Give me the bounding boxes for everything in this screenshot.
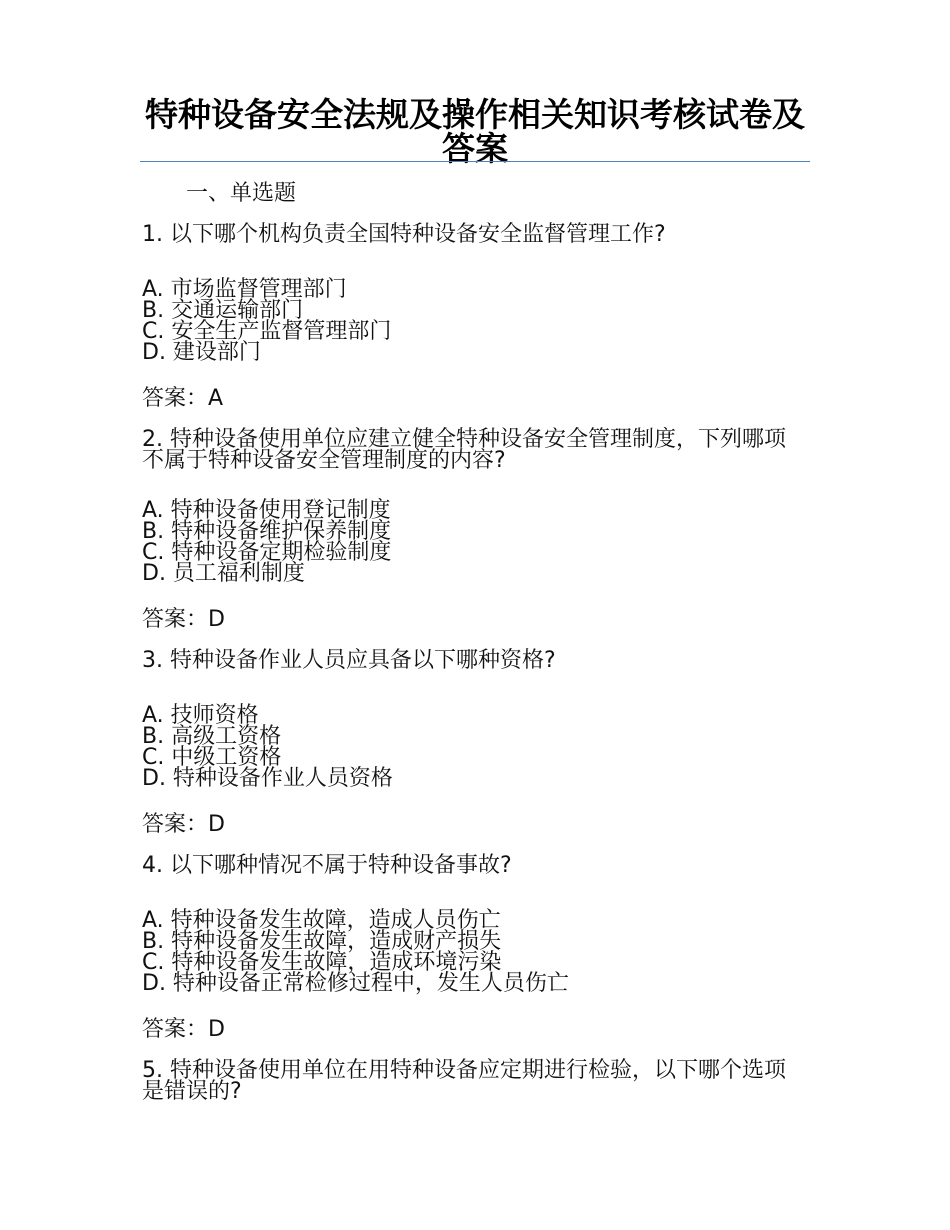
question-5	[142, 1060, 802, 1102]
option-b: B. 交通运输部门	[142, 298, 304, 323]
answer: 答案：D	[142, 607, 225, 632]
answer: 答案：D	[142, 812, 225, 837]
question-1	[142, 224, 802, 413]
option-list	[142, 705, 802, 789]
question-text: 2. 特种设备使用单位应建立健全特种设备安全管理制度，下列哪项不属于特种设备安全管理制度的内容?	[142, 427, 786, 473]
answer: 答案：D	[142, 1017, 225, 1042]
option-a: A. 技师资格	[142, 703, 259, 728]
option-b: B. 高级工资格	[142, 724, 282, 749]
option-b: B. 特种设备维护保养制度	[142, 519, 392, 544]
option-a: A. 市场监督管理部门	[142, 277, 347, 302]
question-3	[142, 650, 802, 839]
question-text: 5. 特种设备使用单位在用特种设备应定期进行检验，以下哪个选项是错误的?	[142, 1058, 786, 1104]
option-c: C. 特种设备定期检验制度	[142, 540, 392, 565]
option-d: D. 特种设备正常检修过程中，发生人员伤亡	[142, 971, 569, 996]
option-d: D. 特种设备作业人员资格	[142, 766, 393, 791]
question-2	[142, 429, 802, 634]
answer: 答案：A	[142, 386, 224, 411]
option-d: D. 员工福利制度	[142, 561, 305, 586]
option-c: C. 中级工资格	[142, 745, 282, 770]
option-d: D. 建设部门	[142, 340, 261, 365]
option-list	[142, 500, 802, 584]
question-text: 3. 特种设备作业人员应具备以下哪种资格?	[142, 648, 556, 673]
question-text: 1. 以下哪个机构负责全国特种设备安全监督管理工作?	[142, 222, 666, 247]
question-4	[142, 855, 802, 1044]
option-c: C. 安全生产监督管理部门	[142, 319, 392, 344]
option-list	[142, 279, 802, 363]
question-text: 4. 以下哪种情况不属于特种设备事故?	[142, 853, 512, 878]
option-c: C. 特种设备发生故障，造成环境污染	[142, 950, 502, 975]
section-heading: 一、单选题	[186, 181, 297, 206]
option-b: B. 特种设备发生故障，造成财产损失	[142, 929, 502, 954]
question-list	[142, 224, 802, 1131]
option-list	[142, 910, 802, 994]
option-a: A. 特种设备发生故障，造成人员伤亡	[142, 908, 501, 933]
option-a: A. 特种设备使用登记制度	[142, 498, 391, 523]
title-underline	[140, 161, 810, 162]
document-title: 特种设备安全法规及操作相关知识考核试卷及答案	[145, 95, 805, 168]
